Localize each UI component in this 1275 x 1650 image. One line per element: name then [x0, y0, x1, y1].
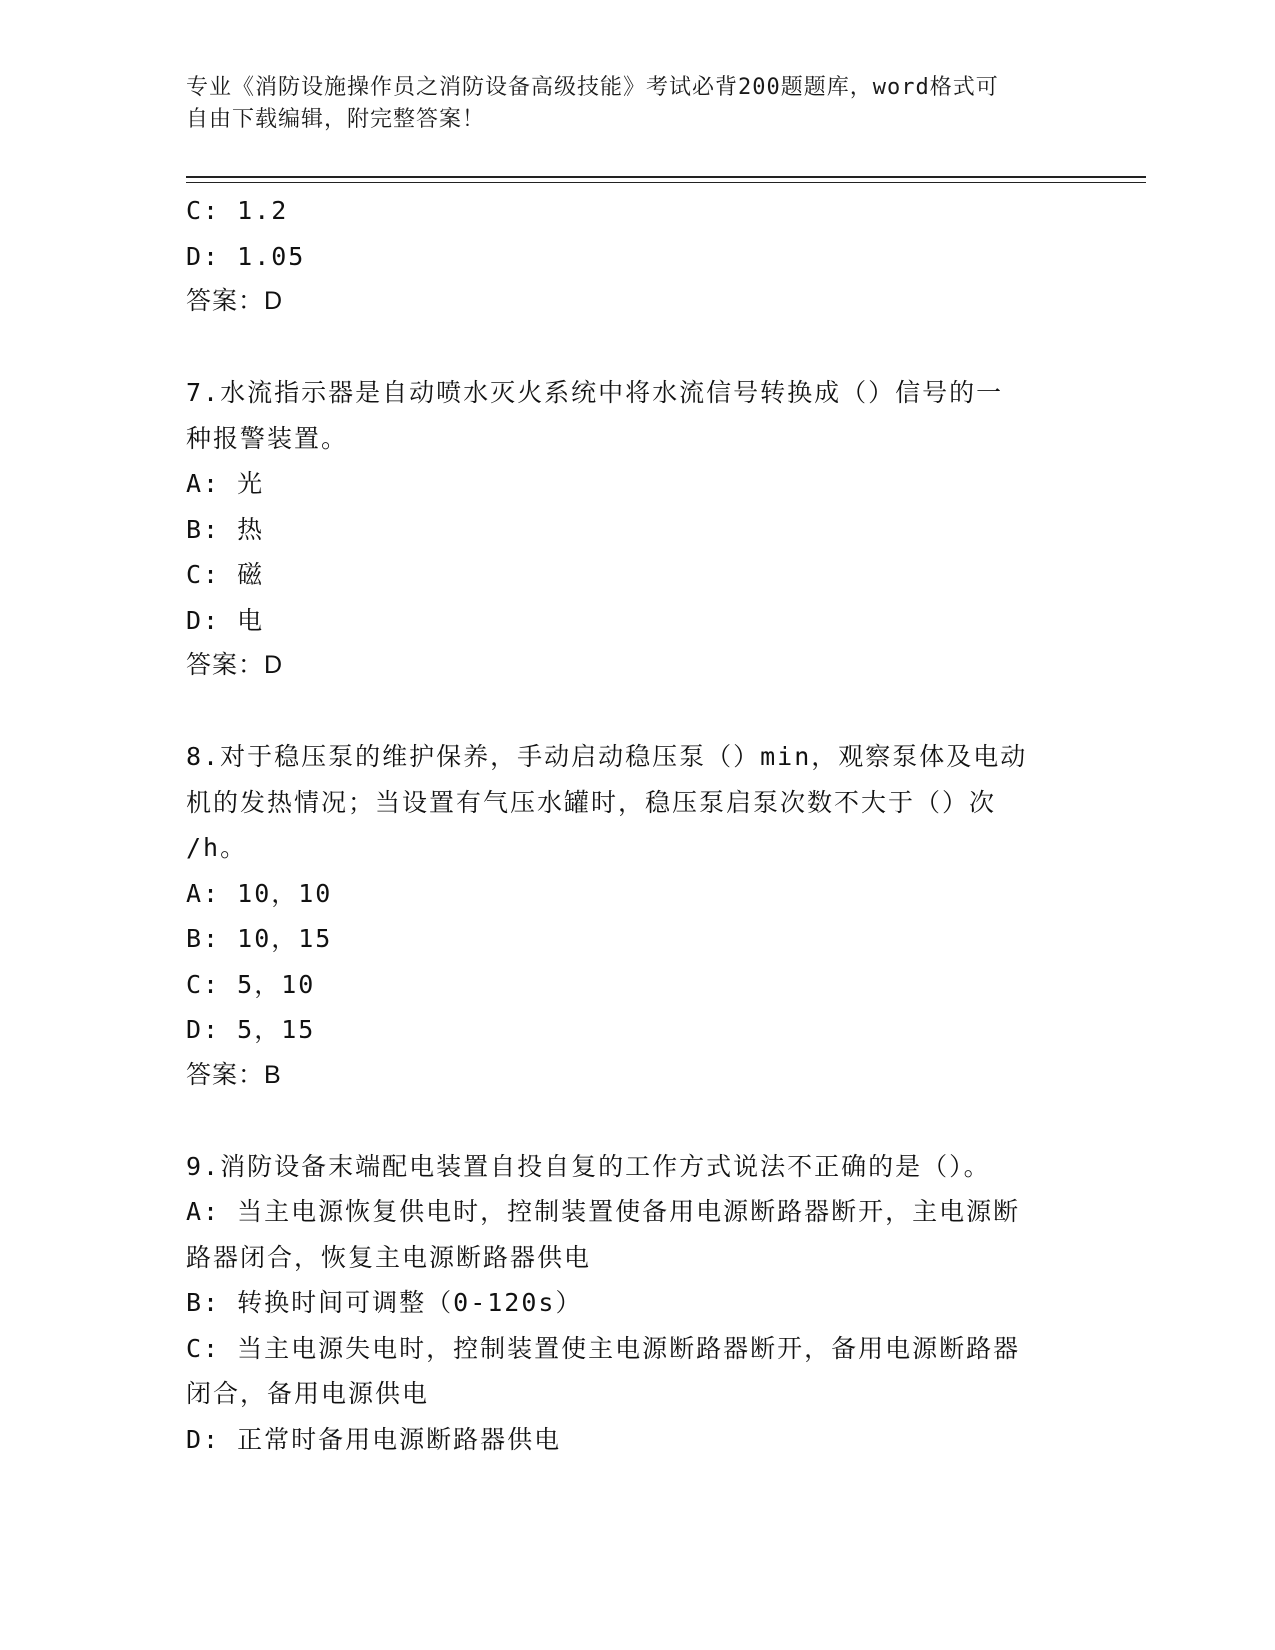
header-divider-thin — [186, 182, 1146, 183]
spacer — [186, 689, 1086, 735]
question-stem: 8.对于稳压泵的维护保养，手动启动稳压泵（）min，观察泵体及电动 — [186, 742, 1028, 771]
question-stem: 机的发热情况；当设置有气压水罐时，稳压泵启泵次数不大于（）次 — [186, 787, 997, 817]
question-8 — [186, 734, 1086, 1098]
answer-line: 答案：D — [186, 287, 284, 315]
option-d: D: 电 — [186, 605, 265, 635]
question-stem: /h。 — [186, 833, 248, 862]
option-d: D: 1.05 — [186, 241, 306, 271]
option-c-continued: 闭合，备用电源供电 — [186, 1379, 430, 1408]
option-c: C: 5，10 — [186, 969, 316, 999]
option-a: A: 光 — [186, 469, 265, 498]
answer-line: 答案：D — [186, 651, 284, 679]
spacer — [186, 325, 1086, 371]
question-7 — [186, 370, 1086, 689]
option-d: D: 正常时备用电源断路器供电 — [186, 1424, 562, 1454]
continued-question — [186, 188, 1086, 325]
option-a-continued: 路器闭合，恢复主电源断路器供电 — [186, 1242, 592, 1272]
option-c: C: 1.2 — [186, 196, 289, 225]
option-a: A: 当主电源恢复供电时，控制装置使备用电源断路器断开，主电源断 — [186, 1197, 1021, 1226]
answer-line: 答案：B — [186, 1060, 282, 1089]
question-9 — [186, 1144, 1086, 1463]
header-divider-thick — [186, 176, 1146, 178]
option-a: A: 10，10 — [186, 878, 333, 908]
page-header — [186, 72, 1066, 136]
question-stem: 7.水流指示器是自动喷水灭火系统中将水流信号转换成（）信号的一 — [186, 378, 1004, 407]
question-stem: 9.消防设备末端配电装置自投自复的工作方式说法不正确的是（）。 — [186, 1151, 991, 1181]
header-title-line-1: 专业《消防设施操作员之消防设备高级技能》考试必背200题题库，word格式可 — [186, 75, 999, 100]
option-b: B: 10，15 — [186, 924, 333, 953]
question-stem: 种报警装置。 — [186, 423, 349, 453]
spacer — [186, 1098, 1086, 1144]
option-b: B: 转换时间可调整（0-120s） — [186, 1288, 583, 1317]
option-d: D: 5，15 — [186, 1015, 316, 1044]
option-c: C: 磁 — [186, 560, 265, 589]
header-title-line-2: 自由下载编辑，附完整答案！ — [186, 107, 486, 132]
question-content — [186, 188, 1086, 1462]
option-b: B: 热 — [186, 514, 265, 544]
option-c: C: 当主电源失电时，控制装置使主电源断路器断开，备用电源断路器 — [186, 1333, 1021, 1363]
